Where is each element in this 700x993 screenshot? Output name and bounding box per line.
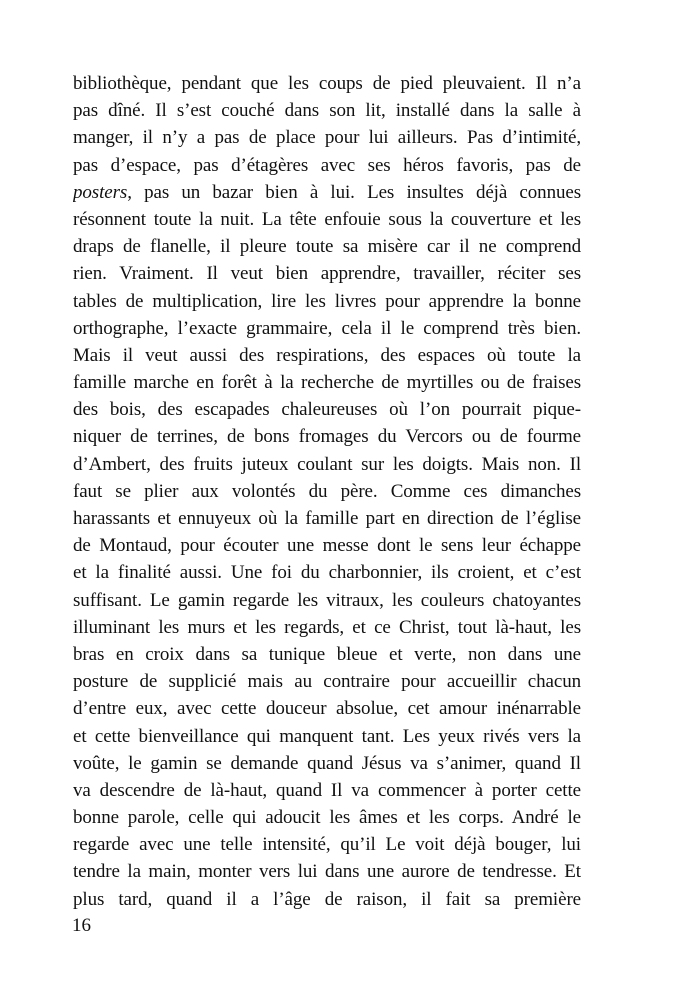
text-line: niquer de terrines, de bons fromages du Vercors ou de fourme [73,426,581,448]
text-line: plus tard, quand il a l’âge de raison, il fait sa première [73,888,581,910]
text-line: tendre la main, monter vers lui dans une aurore de tendresse. Et [73,861,581,883]
text-line: pas dîné. Il s’est couché dans son lit, installé dans la salle à [73,100,581,122]
text-line: bras en croix dans sa tunique bleue et verte, non dans une [73,643,581,665]
text-line: harassants et ennuyeux où la famille part en direction de l’église [73,508,581,529]
text-line: Mais il veut aussi des respirations, des espaces où toute la [73,344,581,366]
text-line: de Montaud, pour écouter une messe dont le sens leur échappe [73,535,581,557]
text-line: regarde avec une telle intensité, qu’il Le voit déjà bouger, lui [73,834,581,856]
text-line: bonne parole, celle qui adoucit les âmes et les corps. André le [73,807,581,829]
text-line: d’entre eux, avec cette douceur absolue, cet amour inénarrable [73,698,581,720]
text-line: draps de flanelle, il pleure toute sa misère car il ne comprend [73,236,581,258]
text-line: voûte, le gamin se demande quand Jésus va s’animer, quand Il [73,752,581,774]
italic-word: posters [73,181,128,203]
text-line: tables de multiplication, lire les livres pour apprendre la bonne [73,290,581,312]
text-line: rien. Vraiment. Il veut bien apprendre, travailler, réciter ses [73,263,581,285]
text-line: des bois, des escapades chaleureuses où l’on pourrait pique- [73,399,581,421]
text-line: suffisant. Le gamin regarde les vitraux, les couleurs chatoyantes [73,589,581,611]
text-line-with-italic [73,179,581,206]
text-line: famille marche en forêt à la recherche de myrtilles ou de fraises [73,372,581,394]
text-line: posture de supplicié mais au contraire pour accueillir chacun [73,671,581,693]
body-text [73,70,581,913]
text-line: illuminant les murs et les regards, et ce Christ, tout là-haut, les [73,616,581,638]
text-line: pas d’espace, pas d’étagères avec ses héros favoris, pas de [73,154,581,176]
text-line: orthographe, l’exacte grammaire, cela il le comprend très bien. [73,317,581,339]
text-line-rest: , pas un bazar bien à lui. Les insultes déjà connues [127,181,581,203]
text-line: et la finalité aussi. Une foi du charbonnier, ils croient, et c’est [73,562,581,584]
page-number: 16 [72,915,91,936]
text-line: bibliothèque, pendant que les coups de pied pleuvaient. Il n’a [73,73,581,94]
text-line: résonnent toute la nuit. La tête enfouie sous la couverture et les [73,208,581,230]
text-line: va descendre de là-haut, quand Il va commencer à porter cette [73,779,581,801]
text-line: faut se plier aux volontés du père. Comme ces dimanches [73,480,581,502]
text-line: manger, il n’y a pas de place pour lui ailleurs. Pas d’intimité, [73,127,581,149]
text-line: et cette bienveillance qui manquent tant. Les yeux rivés vers la [73,725,581,747]
text-line: d’Ambert, des fruits juteux coulant sur les doigts. Mais non. Il [73,453,581,475]
